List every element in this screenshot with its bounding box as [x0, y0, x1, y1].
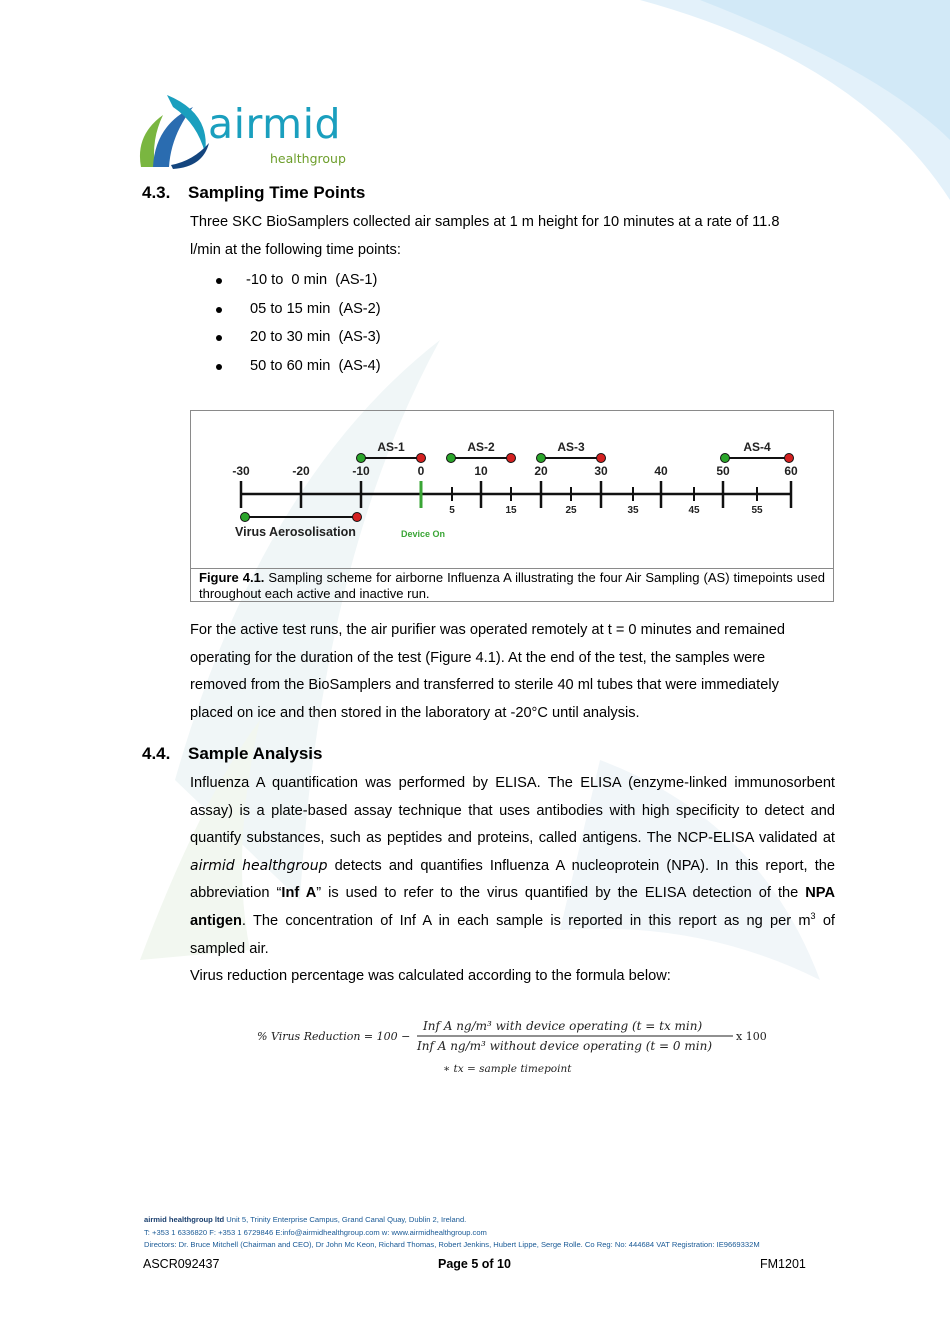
figure-caption [191, 568, 833, 602]
minor-tick-label: 15 [505, 505, 517, 516]
tick-label: 20 [534, 464, 548, 478]
minor-tick-label: 45 [688, 505, 700, 516]
formula-intro: Virus reduction percentage was calculated according to the formula below: [190, 968, 671, 984]
intro-line-2: l/min at the following time points: [190, 242, 401, 258]
footer-page-number: Page 5 of 10 [438, 1257, 511, 1271]
list-item-text: 50 to 60 min (AS-4) [246, 357, 381, 374]
tick-label: 30 [594, 464, 608, 478]
section-number: 4.3. [142, 183, 171, 202]
aerosol-start-marker [241, 513, 250, 522]
logo-wordmark: airmid [208, 100, 342, 148]
footer-company-name: airmid healthgroup ltd [144, 1215, 225, 1224]
logo-subtitle: healthgroup [270, 151, 346, 166]
active-runs-line-3: removed from the BioSamplers and transferred to sterile 40 ml tubes that were immediately [190, 677, 779, 693]
minor-tick-label: 55 [751, 505, 763, 516]
footer-doc-ref: ASCR092437 [143, 1257, 220, 1271]
bullet-icon [216, 278, 222, 284]
formula-times: x 100 [736, 1030, 767, 1043]
footer-company-info [144, 1214, 760, 1252]
section-title: Sampling Time Points [188, 183, 366, 202]
formula-numerator: Inf A ng/m³ with device operating (t = tx min) [423, 1019, 703, 1033]
list-item-text: 20 to 30 min (AS-3) [246, 329, 381, 346]
intro-line-1: Three SKC BioSamplers collected air samples at 1 m height for 10 minutes at a rate of 11.8 [190, 214, 780, 230]
sampling-timeline-diagram [191, 411, 833, 568]
as2-label: AS-2 [467, 440, 495, 454]
bullet-icon [216, 364, 222, 370]
tick-label: 60 [784, 464, 798, 478]
list-item [190, 323, 381, 352]
inf-a-term: Inf A [281, 885, 317, 902]
formula-lhs: % Virus Reduction = 100 − [257, 1030, 411, 1043]
as1-label: AS-1 [377, 440, 405, 454]
as4-label: AS-4 [743, 440, 771, 454]
device-on-label: Device On [401, 529, 446, 539]
list-item-text: -10 to 0 min (AS-1) [246, 272, 378, 288]
bullet-icon [216, 307, 222, 313]
tick-label: 10 [474, 464, 488, 478]
as3-start-marker [537, 454, 546, 463]
section-4-3-heading [142, 183, 365, 203]
footer-contact: T: +353 1 6336820 F: +353 1 6729846 E:info@airmidhealthgroup.com w: www.airmidhealthgroup.com [144, 1227, 487, 1237]
npa-antigen-term: NPA antigen [190, 885, 835, 929]
list-item-text: 05 to 15 min (AS-2) [246, 300, 381, 317]
figure-4-1 [190, 410, 834, 602]
virus-reduction-formula [255, 1012, 775, 1082]
as1-end-marker [417, 454, 426, 463]
list-item [190, 266, 381, 295]
minor-tick-label: 25 [565, 505, 577, 516]
minor-tick-label: 35 [627, 505, 639, 516]
as4-end-marker [785, 454, 794, 463]
as2-start-marker [447, 454, 456, 463]
as4-start-marker [721, 454, 730, 463]
section-title: Sample Analysis [188, 744, 323, 763]
list-item [190, 295, 381, 324]
bullet-icon [216, 335, 222, 341]
tick-label: 0 [417, 464, 425, 478]
caption-label: Figure 4.1. [199, 570, 265, 585]
footer-form-ref: FM1201 [760, 1257, 806, 1271]
sample-analysis-paragraph: Influenza A quantification was performed by ELISA. The ELISA (enzyme-linked immunosorbent assay) is a plate-based assay technique that uses antibodies with high specificity to detect and quantify substances, such as peptides and proteins, called antigens. The NCP-ELISA validated at airmid healthgroup detects and quantifies Influenza A nucleoprotein (NPA). In this report, the abbreviation “Inf A” is used to refer to the virus quantified by the ELISA detection of the NPA antigen. The concentration of Inf A in each sample is reported in this report as ng per $m^3$ of sampled air. [190, 775, 835, 957]
time-point-list [190, 266, 381, 380]
as1-start-marker [357, 454, 366, 463]
tick-label: 50 [716, 464, 730, 478]
formula-denominator: Inf A ng/m³ without device operating (t = 0 min) [417, 1039, 712, 1053]
footer-directors: Directors: Dr. Bruce Mitchell (Chairman and CEO), Dr John Mc Keon, Richard Thomas, Robert Jenkins, Hubert Lippe, Serge Rolle. Co Reg: No: 444684 VAT Registration: IE9669332M [144, 1240, 760, 1249]
as3-label: AS-3 [557, 440, 585, 454]
tick-label: -10 [352, 464, 370, 478]
tick-label: -20 [292, 464, 310, 478]
caption-text: Sampling scheme for airborne Influenza A illustrating the four Air Sampling (AS) timepoints used throughout each active and inactive run. [199, 570, 825, 601]
aerosol-label: Virus Aerosolisation [235, 525, 356, 539]
list-item [190, 352, 381, 381]
section-number: 4.4. [142, 744, 171, 763]
brand-inline: airmid healthgroup [190, 857, 328, 874]
aerosol-end-marker [353, 513, 362, 522]
minor-tick-label: 5 [449, 505, 455, 516]
tick-label: -30 [232, 464, 250, 478]
formula-note: ∗ tx = sample timepoint [443, 1063, 572, 1075]
as2-end-marker [507, 454, 516, 463]
footer-address: Unit 5, Trinity Enterprise Campus, Grand Canal Quay, Dublin 2, Ireland. [224, 1215, 467, 1224]
as3-end-marker [597, 454, 606, 463]
active-runs-line-2: operating for the duration of the test (Figure 4.1). At the end of the test, the samples were [190, 650, 766, 666]
active-runs-line-4: placed on ice and then stored in the laboratory at -20°C until analysis. [190, 705, 640, 721]
active-runs-line-1: For the active test runs, the air purifier was operated remotely at t = 0 minutes and remained [190, 622, 785, 638]
tick-label: 40 [654, 464, 668, 478]
section-4-4-heading [142, 744, 323, 764]
